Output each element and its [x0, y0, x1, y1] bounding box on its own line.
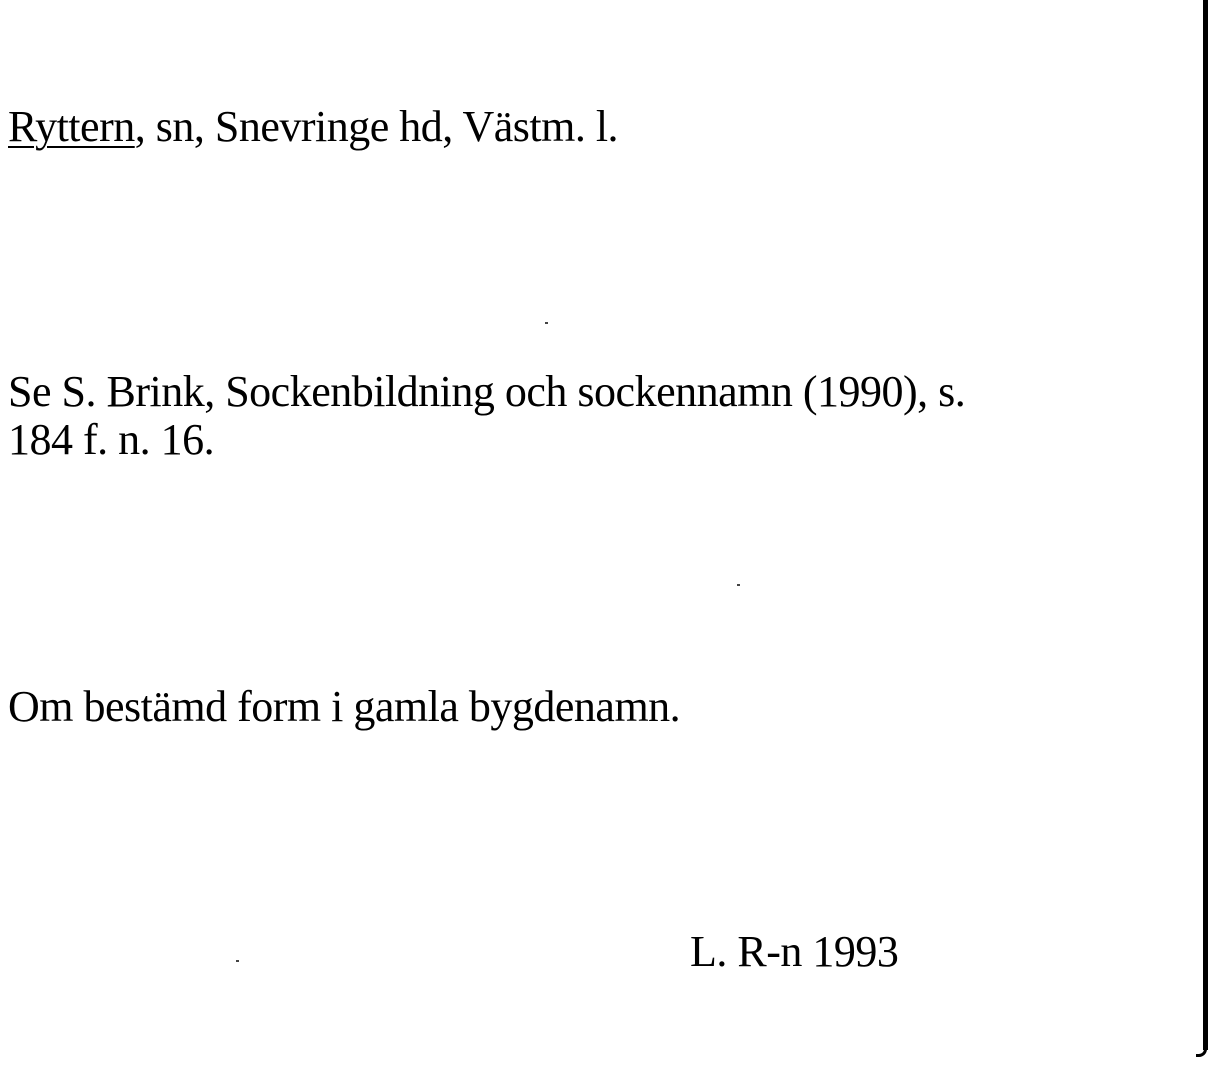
entry-line	[8, 103, 618, 151]
scan-speck	[545, 322, 548, 324]
scan-speck	[236, 960, 239, 962]
entry-details: , sn, Snevringe hd, Västm. l.	[134, 102, 619, 151]
reference-line-2: 184 f. n. 16.	[8, 415, 215, 464]
reference-line-1: Se S. Brink, Sockenbildning och sockennamn (1990), s.	[8, 367, 966, 416]
headword: Ryttern	[8, 102, 135, 151]
signature: L. R-n 1993	[690, 927, 899, 976]
scan-speck	[737, 584, 740, 586]
card-right-border	[1203, 0, 1208, 1050]
topic-line: Om bestämd form i gamla bygdenamn.	[8, 682, 681, 731]
card-border-corner	[1196, 1040, 1207, 1057]
